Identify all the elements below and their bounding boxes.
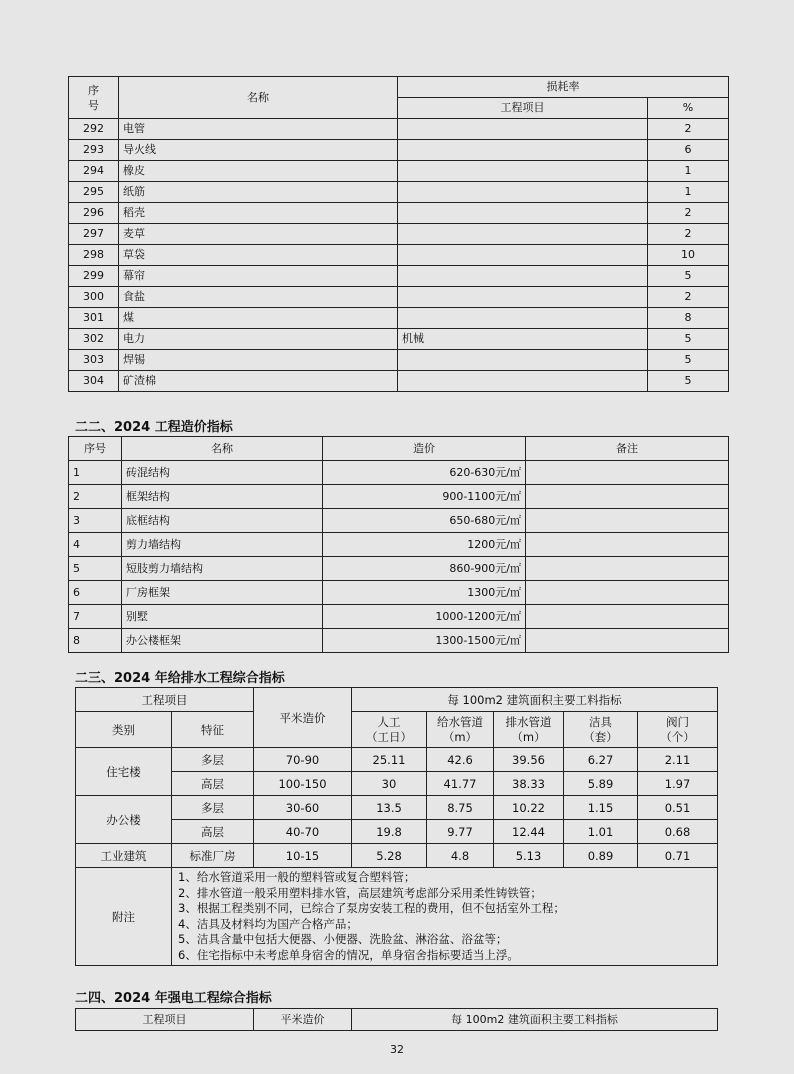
table-cell: 多层 xyxy=(172,796,254,820)
table-cell xyxy=(398,350,648,371)
table-cell: 40-70 xyxy=(254,820,352,844)
header-project: 工程项目 xyxy=(398,98,648,119)
header-project: 工程项目 xyxy=(76,688,254,712)
table-cell: 2 xyxy=(648,287,729,308)
table-cell: 食盐 xyxy=(119,287,398,308)
table-cell: 高层 xyxy=(172,820,254,844)
table-row xyxy=(76,748,718,772)
table-cell: 7 xyxy=(69,605,122,629)
table-cell xyxy=(526,581,729,605)
table-cell: 297 xyxy=(69,224,119,245)
table-cell: 300 xyxy=(69,287,119,308)
table-cell: 砖混结构 xyxy=(122,461,323,485)
table-cell: 42.6 xyxy=(427,748,494,772)
table-cell: 294 xyxy=(69,161,119,182)
table-cell: 住宅楼 xyxy=(76,748,172,796)
table-cell: 煤 xyxy=(119,308,398,329)
cost-index-table xyxy=(68,436,729,653)
table-cell: 10.22 xyxy=(494,796,564,820)
table-cell: 1300-1500元/㎡ xyxy=(323,629,526,653)
table-cell xyxy=(526,461,729,485)
table-cell: 100-150 xyxy=(254,772,352,796)
table-cell: 高层 xyxy=(172,772,254,796)
table-cell: 5 xyxy=(648,329,729,350)
header-indicator: 每 100m2 建筑面积主要工料指标 xyxy=(352,688,718,712)
table-cell: 10 xyxy=(648,245,729,266)
table-cell: 293 xyxy=(69,140,119,161)
note-item: 6、住宅指标中未考虑单身宿舍的情况，单身宿舍指标要适当上浮。 xyxy=(178,947,519,962)
table-cell: 299 xyxy=(69,266,119,287)
table-cell: 4.8 xyxy=(427,844,494,868)
table-cell xyxy=(398,287,648,308)
table-cell: 25.11 xyxy=(352,748,427,772)
table-cell: 工业建筑 xyxy=(76,844,172,868)
table-cell: 298 xyxy=(69,245,119,266)
table-cell: 8.75 xyxy=(427,796,494,820)
table-cell: 4 xyxy=(69,533,122,557)
table-cell: 2 xyxy=(648,224,729,245)
table-row xyxy=(69,203,729,224)
header-labor: 人工 （工日） xyxy=(352,712,427,748)
table-row xyxy=(69,581,729,605)
table-cell xyxy=(526,629,729,653)
table-cell xyxy=(398,245,648,266)
section-title-24: 二四、2024 年强电工程综合指标 xyxy=(75,991,272,1006)
table-cell: 机械 xyxy=(398,329,648,350)
table-cell: 5 xyxy=(648,350,729,371)
table-row xyxy=(76,772,718,796)
header-name: 名称 xyxy=(119,77,398,119)
table-cell: 295 xyxy=(69,182,119,203)
header-name: 名称 xyxy=(122,437,323,461)
table-row xyxy=(76,844,718,868)
table-cell: 2 xyxy=(69,485,122,509)
table-cell: 6 xyxy=(648,140,729,161)
header-seq: 序号 xyxy=(69,437,122,461)
notes-label: 附注 xyxy=(76,868,172,966)
table-cell: 办公楼 xyxy=(76,796,172,844)
table-row xyxy=(69,245,729,266)
table-cell xyxy=(526,557,729,581)
table-cell: 39.56 xyxy=(494,748,564,772)
table-cell: 5 xyxy=(648,371,729,392)
header-loss-rate: 损耗率 xyxy=(398,77,729,98)
table-cell: 1.97 xyxy=(638,772,718,796)
table-row xyxy=(69,557,729,581)
table-cell: 8 xyxy=(648,308,729,329)
table-row xyxy=(69,266,729,287)
table-cell: 2 xyxy=(648,119,729,140)
table-cell: 剪力墙结构 xyxy=(122,533,323,557)
page-number: 32 xyxy=(390,1043,404,1056)
electrical-index-table xyxy=(75,1008,718,1031)
header-drain: 排水管道 （m） xyxy=(494,712,564,748)
header-fixture: 洁具 （套） xyxy=(564,712,638,748)
table-cell xyxy=(398,182,648,203)
table-cell: 304 xyxy=(69,371,119,392)
header-feature: 特征 xyxy=(172,712,254,748)
table-cell: 5 xyxy=(69,557,122,581)
table-cell: 0.89 xyxy=(564,844,638,868)
table-cell: 900-1100元/㎡ xyxy=(323,485,526,509)
table-cell xyxy=(398,224,648,245)
table-cell: 296 xyxy=(69,203,119,224)
table-cell: 301 xyxy=(69,308,119,329)
table-cell xyxy=(526,485,729,509)
table-cell: 5.89 xyxy=(564,772,638,796)
section-title-23: 二三、2024 年给排水工程综合指标 xyxy=(75,671,285,686)
table-cell: 1000-1200元/㎡ xyxy=(323,605,526,629)
table-cell: 别墅 xyxy=(122,605,323,629)
table-cell: 橡皮 xyxy=(119,161,398,182)
table-cell: 0.51 xyxy=(638,796,718,820)
table-cell: 1.15 xyxy=(564,796,638,820)
table-cell: 620-630元/㎡ xyxy=(323,461,526,485)
table-cell: 1300元/㎡ xyxy=(323,581,526,605)
table-cell: 2 xyxy=(648,203,729,224)
table-cell: 8 xyxy=(69,629,122,653)
header-seq: 序 号 xyxy=(69,77,119,119)
table-cell xyxy=(398,140,648,161)
table-cell: 幕帘 xyxy=(119,266,398,287)
table-cell xyxy=(398,161,648,182)
table-cell: 19.8 xyxy=(352,820,427,844)
table-cell xyxy=(398,308,648,329)
notes-list xyxy=(172,868,718,966)
plumbing-index-table xyxy=(75,687,718,966)
table-cell: 电管 xyxy=(119,119,398,140)
section-title-22: 二二、2024 工程造价指标 xyxy=(75,420,233,435)
header-supply: 给水管道 （m） xyxy=(427,712,494,748)
table-cell xyxy=(398,266,648,287)
table-cell: 底框结构 xyxy=(122,509,323,533)
table-cell xyxy=(526,533,729,557)
table-cell: 292 xyxy=(69,119,119,140)
table-cell: 10-15 xyxy=(254,844,352,868)
table-row xyxy=(76,820,718,844)
header-remark: 备注 xyxy=(526,437,729,461)
note-item: 4、洁具及材料均为国产合格产品； xyxy=(178,916,358,931)
loss-rate-table xyxy=(68,76,729,392)
table-row xyxy=(69,533,729,557)
table-cell: 标准厂房 xyxy=(172,844,254,868)
table-cell: 13.5 xyxy=(352,796,427,820)
table-cell: 1200元/㎡ xyxy=(323,533,526,557)
table-cell: 6 xyxy=(69,581,122,605)
table-cell: 6.27 xyxy=(564,748,638,772)
table-row xyxy=(69,329,729,350)
table-cell: 650-680元/㎡ xyxy=(323,509,526,533)
table-row xyxy=(69,224,729,245)
table-cell: 厂房框架 xyxy=(122,581,323,605)
table-cell: 12.44 xyxy=(494,820,564,844)
table-cell: 框架结构 xyxy=(122,485,323,509)
table-row xyxy=(69,350,729,371)
table-cell: 短肢剪力墙结构 xyxy=(122,557,323,581)
table-cell: 3 xyxy=(69,509,122,533)
table-cell: 导火线 xyxy=(119,140,398,161)
table-row xyxy=(69,182,729,203)
header-project: 工程项目 xyxy=(76,1009,254,1031)
table-cell xyxy=(526,605,729,629)
table-cell: 草袋 xyxy=(119,245,398,266)
table-cell: 70-90 xyxy=(254,748,352,772)
table-cell: 30-60 xyxy=(254,796,352,820)
table-cell: 0.68 xyxy=(638,820,718,844)
table-row xyxy=(69,371,729,392)
table-cell: 5.28 xyxy=(352,844,427,868)
table-row xyxy=(69,605,729,629)
header-category: 类别 xyxy=(76,712,172,748)
table-cell: 860-900元/㎡ xyxy=(323,557,526,581)
table-cell: 电力 xyxy=(119,329,398,350)
table-cell: 303 xyxy=(69,350,119,371)
table-row xyxy=(69,161,729,182)
table-row xyxy=(69,119,729,140)
table-row xyxy=(69,308,729,329)
table-row xyxy=(69,629,729,653)
table-cell: 纸筋 xyxy=(119,182,398,203)
table-cell: 1 xyxy=(69,461,122,485)
table-row xyxy=(69,509,729,533)
table-cell xyxy=(398,371,648,392)
table-cell: 0.71 xyxy=(638,844,718,868)
table-cell: 302 xyxy=(69,329,119,350)
table-cell: 1 xyxy=(648,182,729,203)
table-row xyxy=(69,485,729,509)
table-cell: 30 xyxy=(352,772,427,796)
table-cell: 稻壳 xyxy=(119,203,398,224)
table-cell: 41.77 xyxy=(427,772,494,796)
table-cell xyxy=(526,509,729,533)
table-row xyxy=(69,461,729,485)
header-unit-price: 平米造价 xyxy=(254,688,352,748)
note-item: 5、洁具含量中包括大便器、小便器、洗脸盆、淋浴盆、浴盆等； xyxy=(178,932,508,946)
note-item: 1、给水管道采用一般的塑料管或复合塑料管； xyxy=(178,870,416,884)
table-cell: 1 xyxy=(648,161,729,182)
table-cell: 办公楼框架 xyxy=(122,629,323,653)
table-cell: 9.77 xyxy=(427,820,494,844)
table-row xyxy=(69,287,729,308)
header-unit-price: 平米造价 xyxy=(254,1009,352,1031)
table-cell: 矿渣棉 xyxy=(119,371,398,392)
table-row xyxy=(76,796,718,820)
table-cell xyxy=(398,203,648,224)
table-cell: 5 xyxy=(648,266,729,287)
table-cell: 5.13 xyxy=(494,844,564,868)
table-cell xyxy=(398,119,648,140)
table-cell: 焊锡 xyxy=(119,350,398,371)
table-cell: 2.11 xyxy=(638,748,718,772)
table-cell: 38.33 xyxy=(494,772,564,796)
header-price: 造价 xyxy=(323,437,526,461)
table-cell: 麦草 xyxy=(119,224,398,245)
header-valve: 阀门 （个） xyxy=(638,712,718,748)
header-indicator: 每 100m2 建筑面积主要工料指标 xyxy=(352,1009,718,1031)
table-cell: 1.01 xyxy=(564,820,638,844)
table-cell: 多层 xyxy=(172,748,254,772)
note-item: 2、排水管道一般采用塑料排水管，高层建筑考虑部分采用柔性铸铁管； xyxy=(178,885,542,900)
note-item: 3、根据工程类别不同，已综合了泵房安装工程的费用，但不包括室外工程； xyxy=(178,901,565,915)
table-row xyxy=(69,140,729,161)
header-percent: % xyxy=(648,98,729,119)
